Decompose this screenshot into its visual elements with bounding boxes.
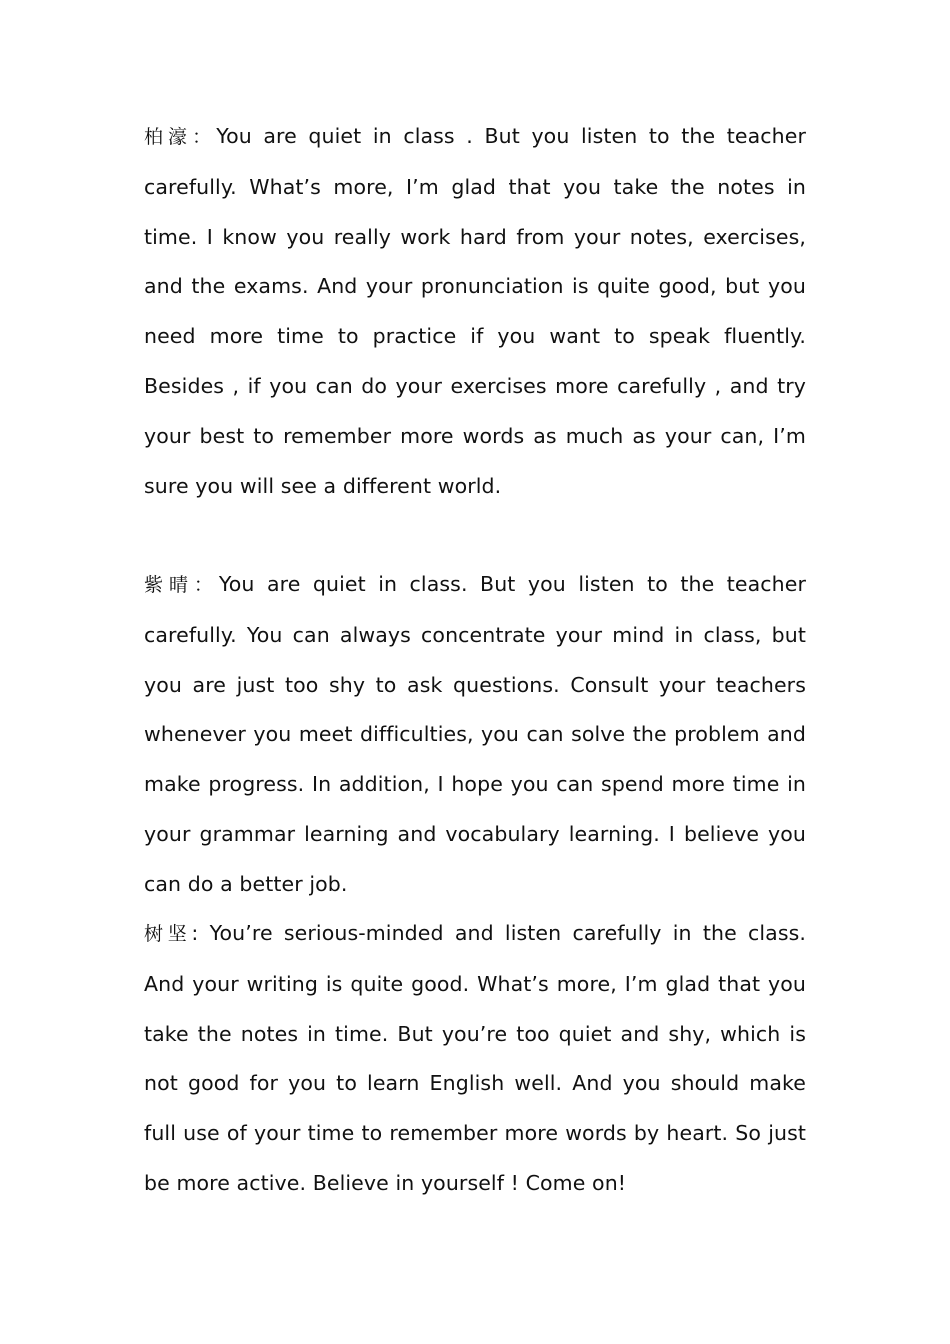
name-separator: ：	[192, 126, 217, 148]
comment-text: You are quiet in class . But you listen to the teacher carefully. What’s more, I’m glad that you take the notes in time. I know you really work hard from your notes, exercises, and the exams. And your pronunciation is quite good, but you need more time to practice if you want to speak fluently. Besides , if you can do your exercises more carefully , and try your best to remember more words as much as your can, I’m sure you will see a different world.	[144, 124, 806, 498]
student-name: 紫晴	[144, 574, 194, 596]
student-comment-shujian	[144, 909, 806, 1209]
student-comment-ziqing	[144, 560, 806, 910]
student-comment-baihao	[144, 112, 806, 511]
student-name: 柏濠	[144, 126, 193, 148]
comment-text: You’re serious-minded and listen carefully in the class. And your writing is quite good. What’s more, I’m glad that you take the notes in time. But you’re too quiet and shy, which is not good for you to learn English well. And you should make full use of your time to remember more words by heart. So just be more active. Believe in yourself ! Come on!	[144, 921, 807, 1195]
name-separator: ：	[193, 574, 219, 596]
student-name: 树坚	[144, 923, 192, 945]
name-separator: :	[191, 921, 210, 945]
comment-text: You are quiet in class. But you listen to the teacher carefully. You can always concentrate your mind in class, but you are just too shy to ask questions. Consult your teachers whenever you meet difficulties, you can solve the problem and make progress. In addition, I hope you can spend more time in your grammar learning and vocabulary learning. I believe you can do a better job.	[144, 572, 806, 896]
